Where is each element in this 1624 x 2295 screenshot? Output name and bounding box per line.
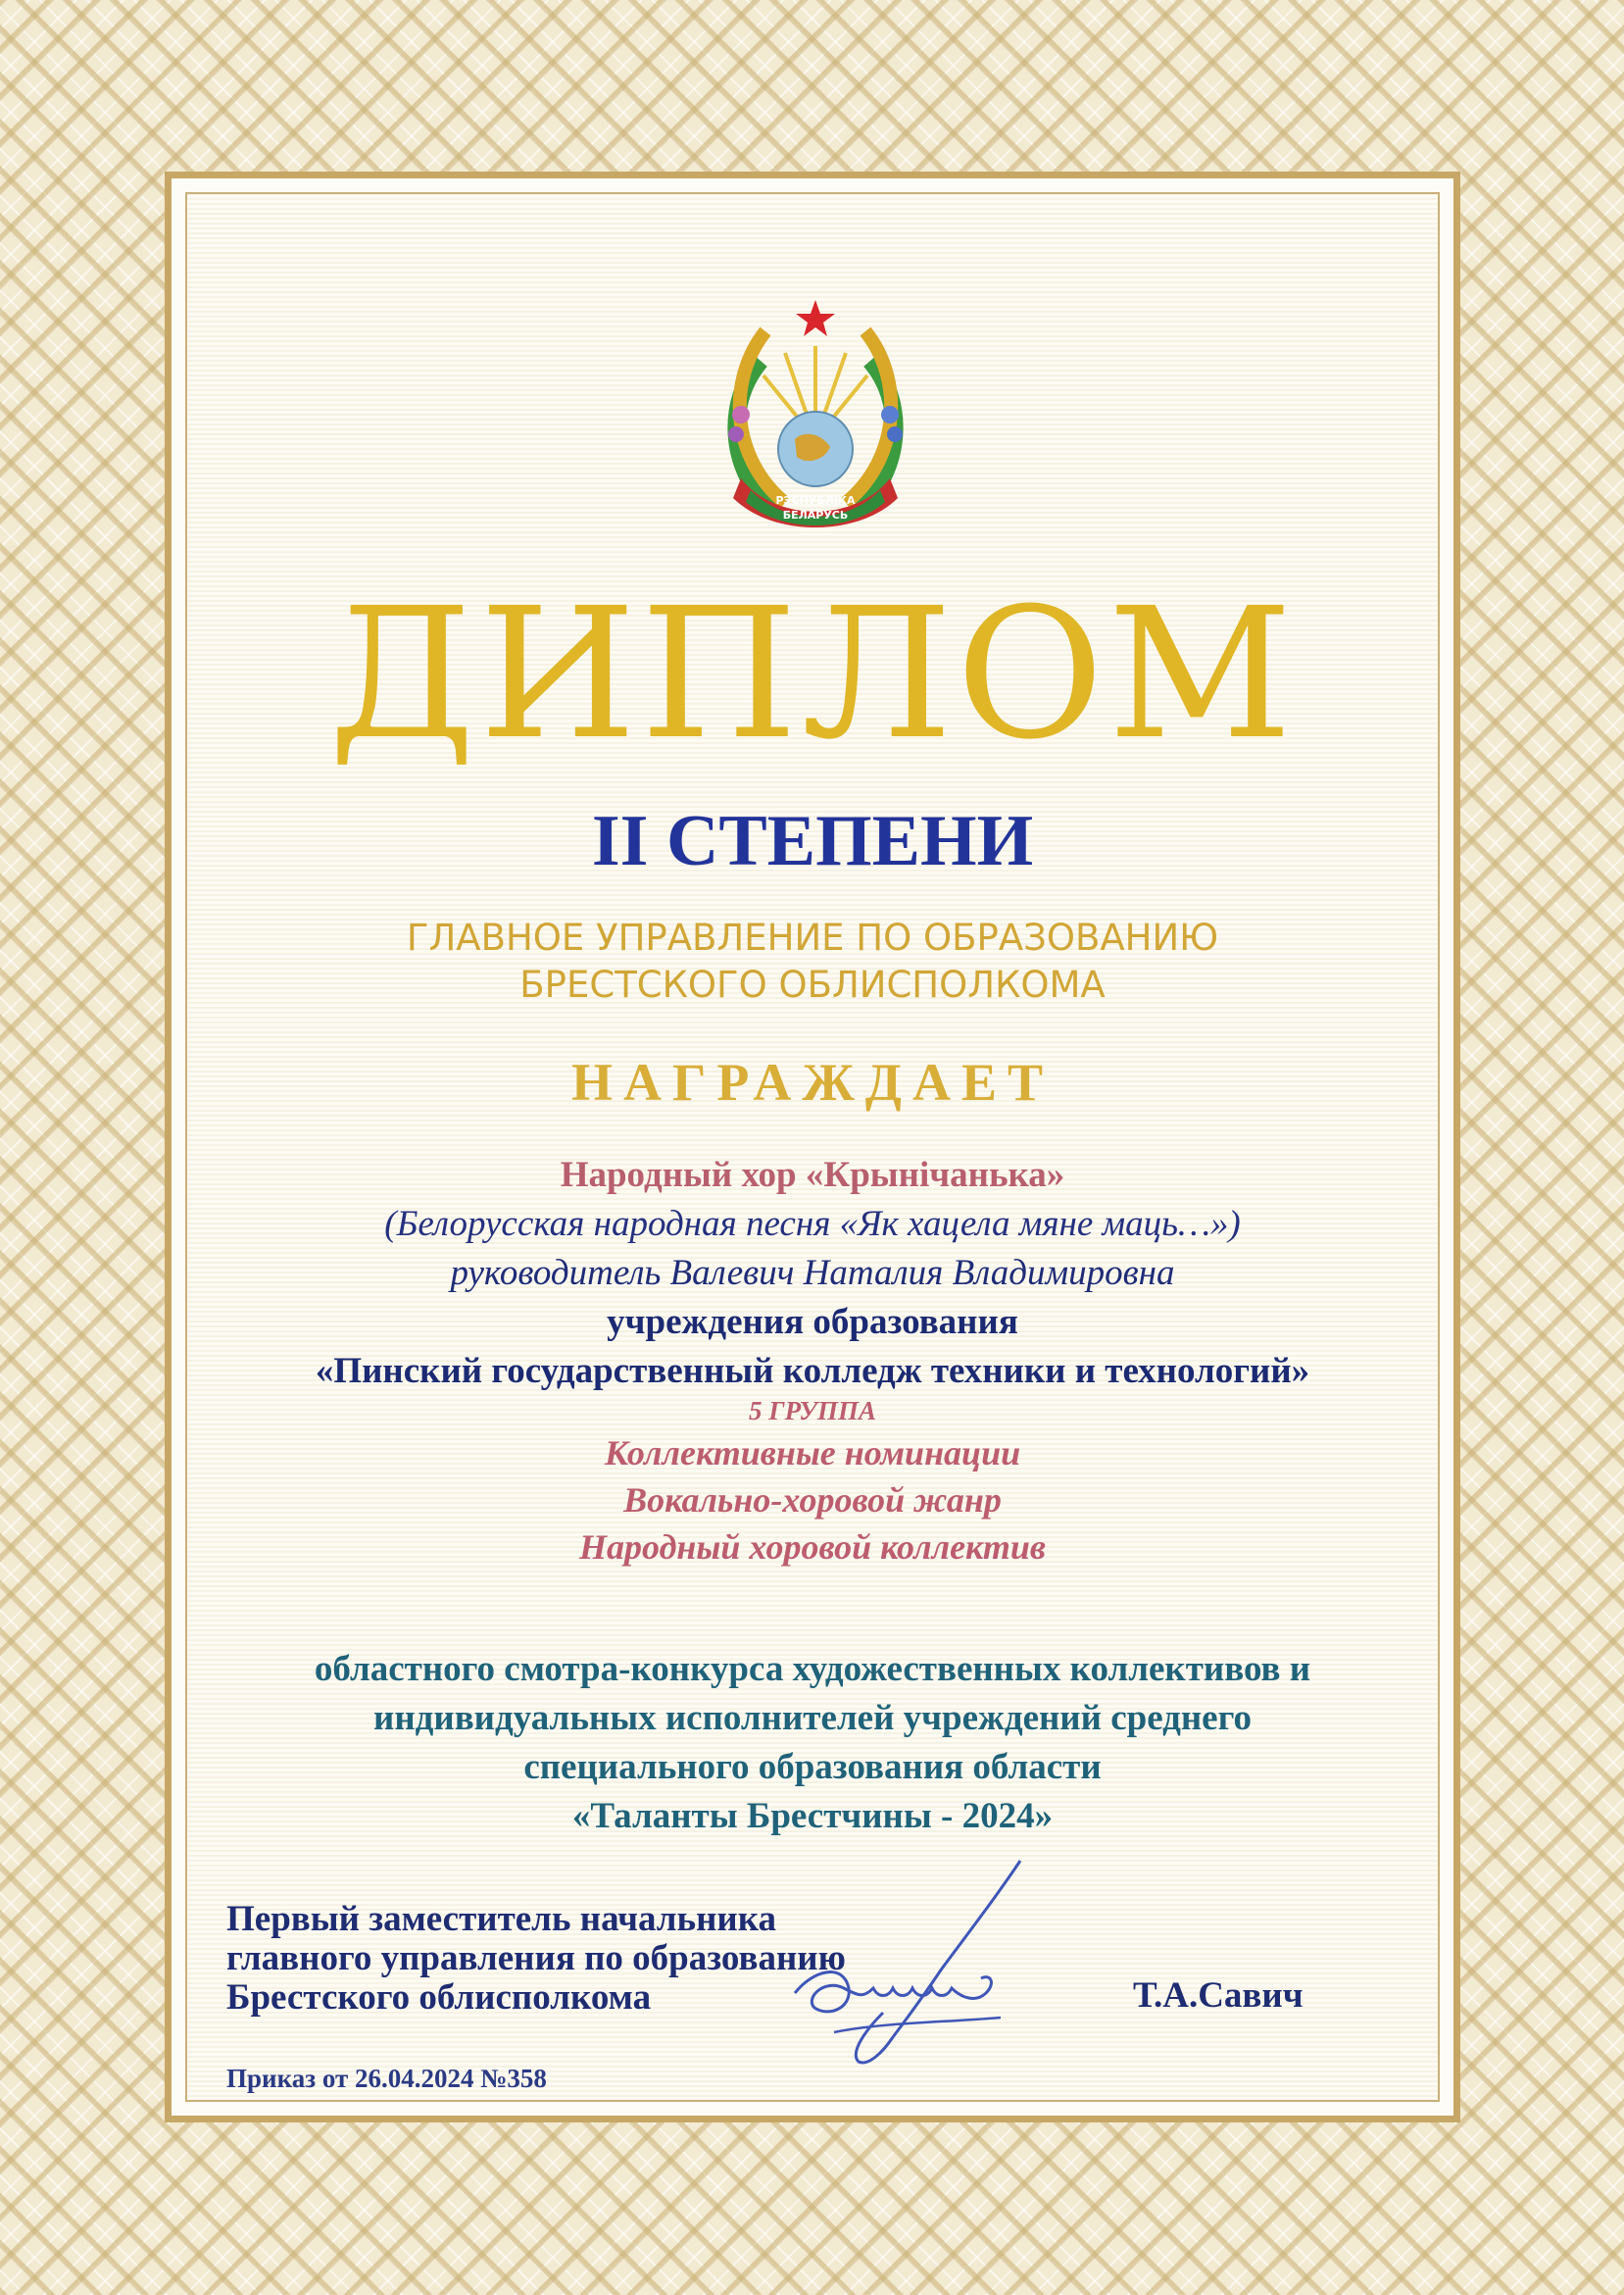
diploma-degree: II СТЕПЕНИ xyxy=(591,801,1034,881)
category-line-2: Вокально-хоровой жанр xyxy=(623,1480,1002,1520)
order-reference: Приказ от 26.04.2024 №358 xyxy=(226,2064,547,2093)
recipient-song: (Белорусская народная песня «Як хацела мяне маць…») xyxy=(384,1204,1241,1244)
signer-position-line-1: Первый заместитель начальника xyxy=(226,1899,776,1939)
diploma-inner-frame xyxy=(185,192,1440,2102)
diploma-title: ДИПЛОМ xyxy=(328,570,1297,779)
issuer-line-2: БРЕСТСКОГО ОБЛИСПОЛКОМА xyxy=(519,964,1106,1006)
category-group: 5 ГРУППА xyxy=(749,1396,876,1425)
recipient-name: Народный хор «Крынічанька» xyxy=(560,1155,1065,1195)
category-line-1: Коллективные номинации xyxy=(604,1433,1021,1472)
contest-line-1: областного смотра-конкурса художественных коллективов и xyxy=(314,1649,1311,1689)
emblem-text-republic: РЭСПУБЛІКА xyxy=(775,494,856,507)
signer-position xyxy=(226,1900,846,2018)
recipient-institution-line-2: «Пинский государственный колледж техники и технологий» xyxy=(315,1351,1310,1391)
signer-position-line-3: Брестского облисполкома xyxy=(226,1977,652,2018)
contest-line-4: «Таланты Брестчины - 2024» xyxy=(571,1796,1054,1836)
issuer-line-1: ГЛАВНОЕ УПРАВЛЕНИЕ ПО ОБРАЗОВАНИЮ xyxy=(406,917,1219,959)
diploma-content xyxy=(187,194,1438,2100)
contest-line-2: индивидуальных исполнителей учреждений среднего xyxy=(373,1698,1252,1738)
category-block xyxy=(187,1392,1438,1571)
signer-name: Т.А.Савич xyxy=(1133,1975,1304,2016)
handwritten-signature-icon xyxy=(775,1851,1059,2076)
contest-line-3: специального образования области xyxy=(523,1747,1102,1787)
awards-heading: НАГРАЖДАЕТ xyxy=(570,1053,1054,1112)
contest-block xyxy=(187,1645,1438,1841)
recipient-block xyxy=(187,1151,1438,1396)
recipient-leader: руководитель Валевич Наталия Владимировна xyxy=(450,1253,1175,1293)
diploma-frame xyxy=(165,172,1460,2122)
issuer xyxy=(187,915,1438,1009)
signer-position-line-2: главного управления по образованию xyxy=(226,1938,846,1978)
category-line-3: Народный хоровой коллектив xyxy=(579,1527,1046,1567)
emblem-text-belarus: БЕЛАРУСЬ xyxy=(782,509,849,522)
recipient-institution-line-1: учреждения образования xyxy=(607,1302,1018,1342)
belarus-emblem-icon xyxy=(707,292,924,537)
